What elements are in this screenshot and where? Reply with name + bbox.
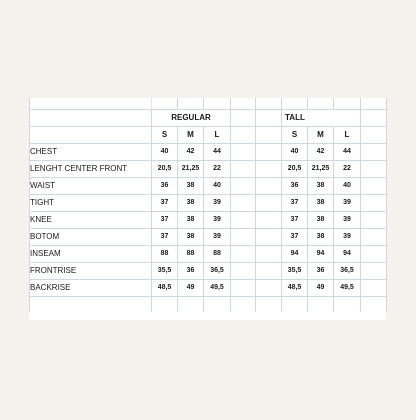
measurement-label: INSEAM xyxy=(30,245,152,262)
tall-value: 94 xyxy=(334,245,361,262)
table-row xyxy=(30,211,387,228)
empty-cell xyxy=(231,177,256,194)
tall-value: 39 xyxy=(334,211,361,228)
empty-cell xyxy=(256,245,282,262)
size-l-regular: L xyxy=(204,126,231,143)
empty-cell xyxy=(361,143,387,160)
size-m-tall: M xyxy=(308,126,334,143)
measurement-label: LENGHT CENTER FRONT xyxy=(30,160,152,177)
tall-value: 39 xyxy=(334,228,361,245)
regular-value: 37 xyxy=(152,211,178,228)
empty-cell xyxy=(361,160,387,177)
group-header-row xyxy=(30,109,387,126)
tall-value: 48,5 xyxy=(282,279,308,296)
regular-value: 22 xyxy=(204,160,231,177)
size-chart-sheet xyxy=(29,98,386,320)
regular-value: 49 xyxy=(178,279,204,296)
empty-cell xyxy=(256,160,282,177)
empty-cell xyxy=(256,177,282,194)
tall-value: 94 xyxy=(282,245,308,262)
tall-value: 42 xyxy=(308,143,334,160)
regular-value: 38 xyxy=(178,228,204,245)
regular-value: 38 xyxy=(178,194,204,211)
regular-value: 38 xyxy=(178,211,204,228)
regular-value: 36 xyxy=(178,262,204,279)
measurement-label: TIGHT xyxy=(30,194,152,211)
regular-value: 48,5 xyxy=(152,279,178,296)
empty-cell xyxy=(256,228,282,245)
tall-value: 40 xyxy=(334,177,361,194)
measurement-label: FRONTRISE xyxy=(30,262,152,279)
empty-cell xyxy=(231,143,256,160)
empty-cell xyxy=(231,160,256,177)
table-row xyxy=(30,228,387,245)
measurement-label: CHEST xyxy=(30,143,152,160)
empty-cell xyxy=(361,177,387,194)
empty-cell xyxy=(256,279,282,296)
regular-value: 20,5 xyxy=(152,160,178,177)
regular-value: 88 xyxy=(178,245,204,262)
tall-value: 49 xyxy=(308,279,334,296)
regular-value: 36,5 xyxy=(204,262,231,279)
tall-value: 22 xyxy=(334,160,361,177)
tall-value: 38 xyxy=(308,194,334,211)
group-regular: REGULAR xyxy=(152,109,231,126)
tall-value: 39 xyxy=(334,194,361,211)
regular-value: 36 xyxy=(152,177,178,194)
empty-cell xyxy=(231,228,256,245)
size-m-regular: M xyxy=(178,126,204,143)
regular-value: 44 xyxy=(204,143,231,160)
regular-value: 38 xyxy=(178,177,204,194)
tall-value: 49,5 xyxy=(334,279,361,296)
spacer-row xyxy=(30,296,387,312)
regular-value: 39 xyxy=(204,194,231,211)
size-chart-table xyxy=(29,98,387,312)
tall-value: 38 xyxy=(308,228,334,245)
tall-value: 37 xyxy=(282,194,308,211)
size-s-regular: S xyxy=(152,126,178,143)
regular-value: 49,5 xyxy=(204,279,231,296)
empty-cell xyxy=(231,194,256,211)
empty-cell xyxy=(256,194,282,211)
regular-value: 40 xyxy=(152,143,178,160)
tall-value: 20,5 xyxy=(282,160,308,177)
regular-value: 37 xyxy=(152,194,178,211)
table-row xyxy=(30,177,387,194)
regular-value: 88 xyxy=(152,245,178,262)
table-row xyxy=(30,245,387,262)
tall-value: 37 xyxy=(282,211,308,228)
tall-value: 44 xyxy=(334,143,361,160)
empty-cell xyxy=(361,211,387,228)
empty-cell xyxy=(231,262,256,279)
tall-value: 38 xyxy=(308,177,334,194)
tall-value: 38 xyxy=(308,211,334,228)
regular-value: 21,25 xyxy=(178,160,204,177)
table-row xyxy=(30,160,387,177)
regular-value: 35,5 xyxy=(152,262,178,279)
group-tall: TALL xyxy=(282,109,361,126)
measurement-label: BACKRISE xyxy=(30,279,152,296)
empty-cell xyxy=(256,262,282,279)
tall-value: 37 xyxy=(282,228,308,245)
empty-cell xyxy=(231,245,256,262)
regular-value: 42 xyxy=(178,143,204,160)
empty-cell xyxy=(256,211,282,228)
size-s-tall: S xyxy=(282,126,308,143)
tall-value: 40 xyxy=(282,143,308,160)
measurement-label: BOTOM xyxy=(30,228,152,245)
measurement-label: WAIST xyxy=(30,177,152,194)
empty-cell xyxy=(231,279,256,296)
tall-value: 94 xyxy=(308,245,334,262)
table-row xyxy=(30,143,387,160)
spacer-row xyxy=(30,98,387,109)
empty-cell xyxy=(361,262,387,279)
table-row xyxy=(30,262,387,279)
regular-value: 39 xyxy=(204,211,231,228)
measurement-label: KNEE xyxy=(30,211,152,228)
tall-value: 35,5 xyxy=(282,262,308,279)
table-row xyxy=(30,279,387,296)
size-header-row xyxy=(30,126,387,143)
regular-value: 88 xyxy=(204,245,231,262)
tall-value: 21,25 xyxy=(308,160,334,177)
empty-cell xyxy=(361,279,387,296)
regular-value: 40 xyxy=(204,177,231,194)
tall-value: 36 xyxy=(282,177,308,194)
empty-cell xyxy=(361,228,387,245)
empty-cell xyxy=(256,143,282,160)
regular-value: 39 xyxy=(204,228,231,245)
tall-value: 36 xyxy=(308,262,334,279)
table-row xyxy=(30,194,387,211)
tall-value: 36,5 xyxy=(334,262,361,279)
empty-cell xyxy=(361,245,387,262)
size-l-tall: L xyxy=(334,126,361,143)
empty-cell xyxy=(231,211,256,228)
empty-cell xyxy=(361,194,387,211)
regular-value: 37 xyxy=(152,228,178,245)
